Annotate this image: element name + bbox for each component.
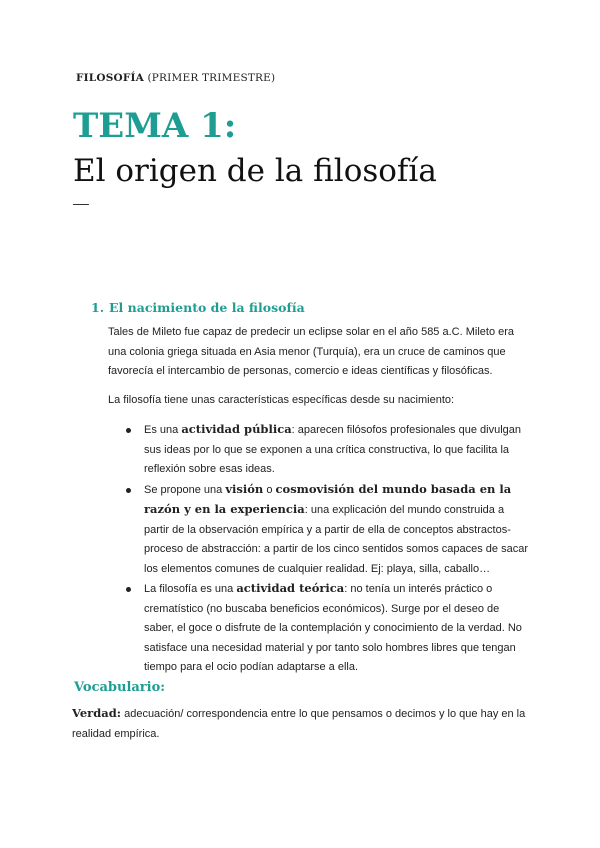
header-term: (PRIMER TRIMESTRE) [147, 72, 276, 84]
tema-label: TEMA 1: [73, 106, 237, 146]
section-title: El nacimiento de la filosofía [109, 300, 305, 315]
page-header [76, 72, 275, 84]
title-divider [73, 204, 89, 205]
paragraph-characteristics: La filosofía tiene unas características específicas desde su nacimiento: [108, 394, 455, 406]
header-subject: FILOSOFÍA [76, 72, 144, 84]
vocabulary-term: Verdad: [72, 706, 122, 720]
section-number: 1. [91, 300, 105, 315]
bullet-icon [126, 428, 131, 433]
key-term: actividad pública [181, 422, 292, 436]
bullet-icon [126, 587, 131, 592]
section-heading [91, 300, 305, 315]
vocabulary-definition: Verdad: adecuación/ correspondencia entre lo que pensamos o decimos y lo que hay en la realidad empírica. [72, 706, 526, 740]
key-term: visión [225, 481, 264, 496]
paragraph-intro: Tales de Mileto fue capaz de predecir un eclipse solar en el año 585 a.C. Mileto era una colonia griega situada en Asia menor (Turquía), era un cruce de caminos que favorecía el intercambio de personas, comercio e ideas científicas y filosóficas. [108, 326, 515, 377]
page-title: El origen de la filosofía [73, 153, 437, 189]
list-item: Se propone una visión o cosmovisión del mundo basada en la razón y en la experiencia: una explicación del mundo construida a partir de la observación empírica y a partir de ella de conceptos abstractos- proceso de abstracción: a partir de los cinco sentidos somos capaces de sacar los elementos comunes de cualquier realidad. Ej: playa, silla, caballo… [126, 480, 530, 580]
key-term: cosmovisión del mundo basada en la razón y en la experiencia [144, 481, 512, 516]
list-item: La filosofía es una actividad teórica: no tenía un interés práctico o crematístico (no buscaba beneficios económicos). Surge por el deseo de saber, el goce o disfrute de la contemplación y conocimiento de la verdad. No satisface una necesidad material y por tanto solo hombres libres que tengan tiempo para el ocio podían adaptarse a ella. [126, 579, 530, 678]
list-item: Es una actividad pública: aparecen filósofos profesionales que divulgan sus ideas por lo que se exponen a una crítica constructiva, lo que facilita la reflexión sobre esas ideas. [126, 420, 530, 480]
characteristics-list [126, 420, 530, 678]
key-term: actividad teórica [236, 581, 345, 595]
vocabulary-heading: Vocabulario: [74, 680, 166, 695]
bullet-icon [126, 488, 131, 493]
